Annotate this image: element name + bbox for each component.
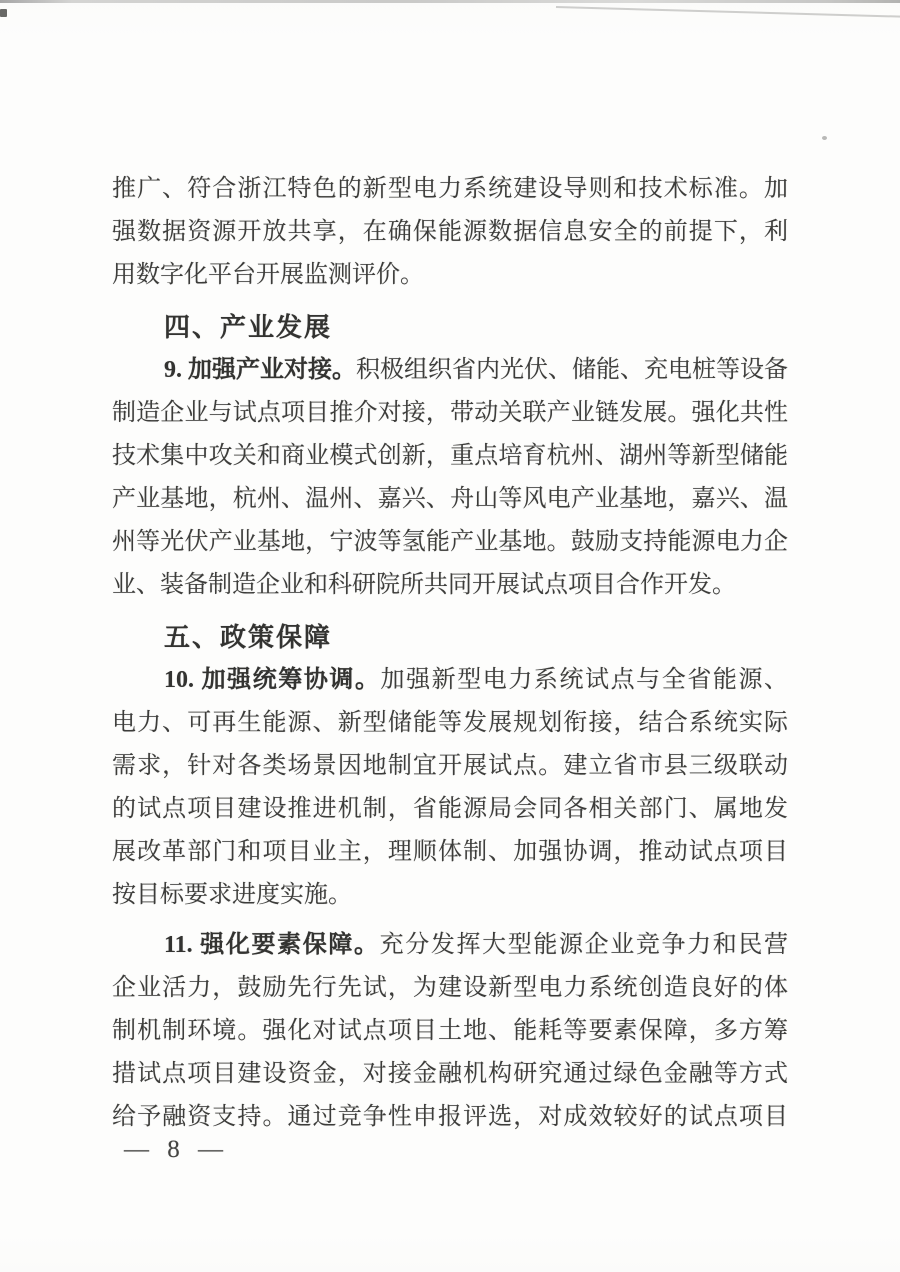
text-run: 推广、符合浙江特色的新型电力系统建设导则和技术标准。加 [112,176,788,202]
text-run: 州等光伏产业基地，宁波等氢能产业基地。鼓励支持能源电力企 [112,529,788,555]
text-line [112,788,788,831]
text-run: 展改革部门和项目业主，理顺体制、加强协调，推动试点项目 [112,839,788,865]
bold-run: 四、产业发展 [164,313,333,342]
text-line [112,392,788,435]
section-heading [112,306,788,349]
text-run: 的试点项目建设推进机制，省能源局会同各相关部门、属地发 [112,796,788,822]
text-line [112,1053,788,1096]
text-line [112,349,788,392]
text-line [112,254,788,297]
text-line [112,831,788,874]
paragraph [112,924,788,1139]
text-run: 制机制环境。强化对试点项目土地、能耗等要素保障，多方筹 [112,1018,788,1044]
text-line [112,745,788,788]
text-run: 企业活力，鼓励先行先试，为建设新型电力系统创造良好的体 [112,975,788,1001]
text-run: 按目标要求进度实施。 [112,882,352,908]
text-line [112,1010,788,1053]
text-line [112,478,788,521]
text-run: 用数字化平台开展监测评价。 [112,262,424,288]
scan-artifact-top-edge [0,0,900,3]
text-line [112,521,788,564]
scan-artifact-corner-speck [0,9,7,17]
bold-run: 11. 强化要素保障。 [164,932,380,958]
text-run: 给予融资支持。通过竞争性申报评选，对成效较好的试点项目 [112,1104,788,1130]
scan-artifact-dot [822,136,827,140]
text-line [112,306,788,349]
text-run: 需求，针对各类场景因地制宜开展试点。建立省市县三级联动 [112,753,788,779]
text-run: 制造企业与试点项目推介对接，带动关联产业链发展。强化共性 [112,400,788,426]
text-line [112,924,788,967]
scan-artifact-diagonal-line [556,6,900,17]
text-run: 积极组织省内光伏、储能、充电桩等设备 [356,357,788,383]
text-run: 电力、可再生能源、新型储能等发展规划衔接，结合系统实际 [112,710,788,736]
bold-run: 五、政策保障 [164,623,333,652]
text-line [112,564,788,607]
bold-run: 9. 加强产业对接。 [164,357,356,383]
text-line [112,659,788,702]
text-run: 技术集中攻关和商业模式创新，重点培育杭州、湖州等新型储能 [112,443,788,469]
paragraph [112,659,788,917]
section-heading [112,616,788,659]
paragraph [112,349,788,607]
text-run: 产业基地，杭州、温州、嘉兴、舟山等风电产业基地，嘉兴、温 [112,486,788,512]
paragraph [112,168,788,297]
bold-run: 10. 加强统筹协调。 [164,667,381,693]
text-run: 充分发挥大型能源企业竞争力和民营 [379,932,788,958]
text-line [112,702,788,745]
text-line [112,435,788,478]
text-line [112,616,788,659]
text-line [112,967,788,1010]
text-run: 强数据资源开放共享，在确保能源数据信息安全的前提下，利 [112,219,788,245]
text-line [112,211,788,254]
text-run: 加强新型电力系统试点与全省能源、 [380,667,789,693]
text-line [112,168,788,211]
text-run: 业、装备制造企业和科研院所共同开展试点项目合作开发。 [112,572,736,598]
page-number: — 8 — [124,1136,229,1163]
text-run: 措试点项目建设资金，对接金融机构研究通过绿色金融等方式 [112,1061,788,1087]
text-line [112,874,788,917]
document-body [112,168,788,1139]
